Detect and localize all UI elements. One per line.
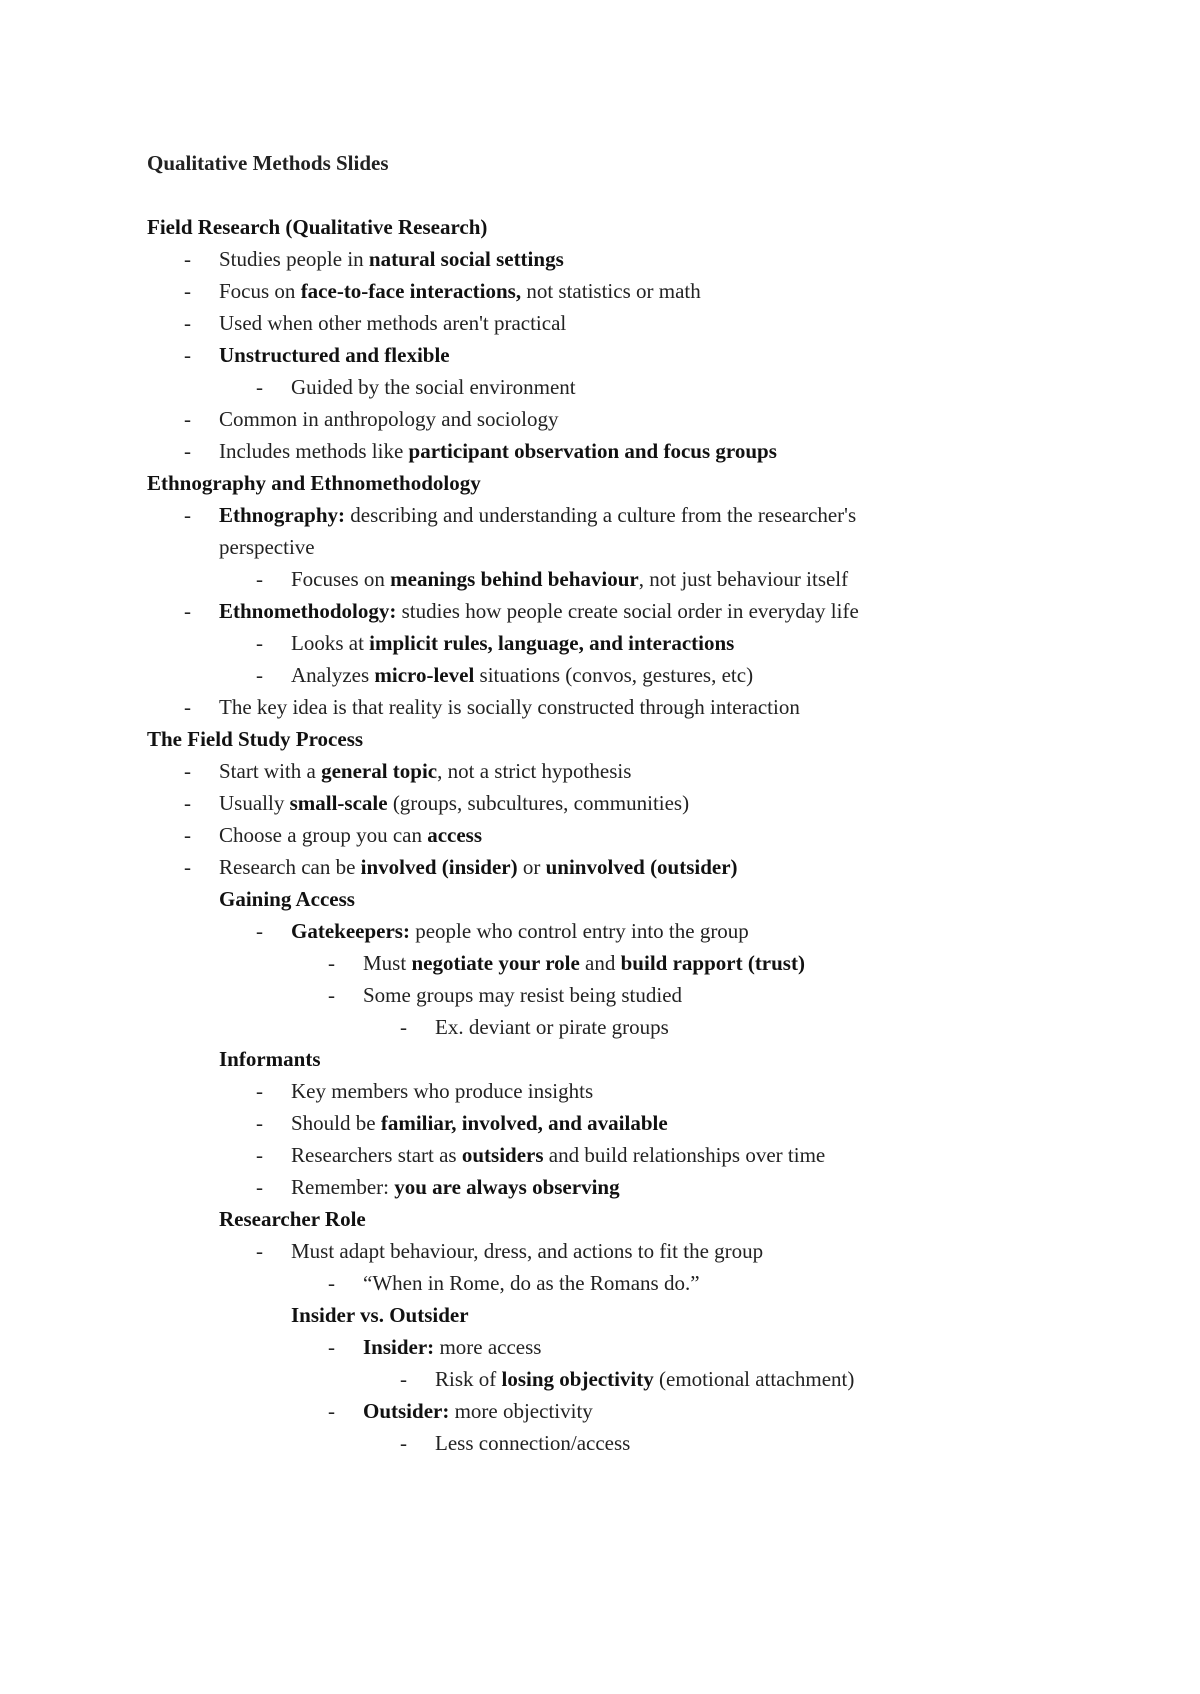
bullet-item (147, 691, 1047, 723)
bullet-dash: - (256, 1111, 263, 1135)
line-text (147, 243, 1047, 275)
section-heading (147, 467, 1047, 499)
line-text (147, 883, 1047, 915)
bullet-item (147, 1075, 1047, 1107)
line-text (147, 595, 1047, 627)
line-text (147, 339, 1047, 371)
bold-text: implicit rules, language, and interactions (369, 631, 735, 655)
bullet-dash: - (184, 695, 191, 719)
section-heading (147, 211, 1047, 243)
bullet-dash: - (184, 311, 191, 335)
line-text (147, 1075, 1047, 1107)
text-run: Analyzes (291, 663, 375, 687)
bullet-item (147, 851, 1047, 883)
line-text (147, 403, 1047, 435)
bullet-dash: - (256, 919, 263, 943)
section-heading (147, 1203, 1047, 1235)
text-run: Ex. deviant or pirate groups (435, 1015, 669, 1039)
line-text (147, 211, 1047, 243)
bullet-continuation (147, 531, 1047, 563)
bullet-dash: - (184, 503, 191, 527)
bullet-dash: - (328, 983, 335, 1007)
bold-text: The Field Study Process (147, 727, 364, 751)
line-text (147, 1395, 1047, 1427)
line-text (147, 1011, 1047, 1043)
bold-text: Unstructured and flexible (219, 343, 450, 367)
bold-text: Insider vs. Outsider (291, 1303, 469, 1327)
bullet-item (147, 1363, 1047, 1395)
bold-text: Field Research (Qualitative Research) (147, 215, 488, 239)
bold-text: general topic (321, 759, 438, 783)
bullet-item (147, 403, 1047, 435)
bold-text: involved (insider) (360, 855, 518, 879)
bullet-item (147, 339, 1047, 371)
line-text (147, 723, 1047, 755)
bullet-dash: - (256, 567, 263, 591)
notes-outline (147, 211, 1047, 1459)
bold-text: negotiate your role (411, 951, 580, 975)
bullet-dash: - (328, 1399, 335, 1423)
bullet-item (147, 915, 1047, 947)
text-run: Must (363, 951, 412, 975)
bold-text: micro-level (374, 663, 475, 687)
bullet-dash: - (184, 247, 191, 271)
bullet-item (147, 1011, 1047, 1043)
bullet-item (147, 307, 1047, 339)
bullet-dash: - (184, 759, 191, 783)
line-text (147, 979, 1047, 1011)
bullet-item (147, 659, 1047, 691)
text-run: Some groups may resist being studied (363, 983, 683, 1007)
line-text (147, 659, 1047, 691)
line-text (147, 1171, 1047, 1203)
bullet-item (147, 1107, 1047, 1139)
bold-text: Insider: (363, 1335, 435, 1359)
bullet-item (147, 755, 1047, 787)
bold-text: Gatekeepers: (291, 919, 410, 943)
line-text (147, 851, 1047, 883)
line-text (147, 915, 1047, 947)
bullet-item (147, 1139, 1047, 1171)
text-run: “When in Rome, do as the Romans do.” (363, 1271, 700, 1295)
bullet-item (147, 787, 1047, 819)
text-run: Common in anthropology and sociology (219, 407, 559, 431)
text-run: Risk of (435, 1367, 502, 1391)
section-heading (147, 1299, 1047, 1331)
text-run: Choose a group you can (219, 823, 428, 847)
bold-text: small-scale (289, 791, 388, 815)
text-run: not statistics or math (521, 279, 701, 303)
text-run: and (579, 951, 621, 975)
bold-text: Informants (219, 1047, 321, 1071)
bullet-item (147, 1235, 1047, 1267)
bullet-dash: - (328, 1335, 335, 1359)
bold-text: natural social settings (368, 247, 564, 271)
line-text (147, 1427, 1047, 1459)
line-text (147, 1203, 1047, 1235)
bullet-item (147, 1395, 1047, 1427)
title-spacer (147, 179, 1047, 211)
text-run: Research can be (219, 855, 361, 879)
bullet-item (147, 1171, 1047, 1203)
line-text (147, 1267, 1047, 1299)
document-body (147, 147, 1047, 1459)
section-heading (147, 723, 1047, 755)
bullet-dash: - (184, 599, 191, 623)
text-run: Must adapt behaviour, dress, and actions to fit the group (291, 1239, 764, 1263)
bold-text: familiar, involved, and available (380, 1111, 668, 1135)
text-run: Focus on (219, 279, 301, 303)
line-text (147, 627, 1047, 659)
bullet-dash: - (184, 343, 191, 367)
line-text (147, 563, 1047, 595)
bold-text: participant observation and focus groups (408, 439, 777, 463)
text-run: Key members who produce insights (291, 1079, 594, 1103)
text-run: describing and understanding a culture from the researcher's (345, 503, 857, 527)
text-run: Less connection/access (435, 1431, 631, 1455)
text-run: Researchers start as (291, 1143, 462, 1167)
text-run: Should be (291, 1111, 381, 1135)
text-run: Looks at (291, 631, 370, 655)
bullet-item (147, 499, 1047, 531)
document-title: Qualitative Methods Slides (147, 151, 389, 175)
text-run: Studies people in (219, 247, 369, 271)
bullet-item (147, 947, 1047, 979)
line-text (147, 499, 1047, 531)
bullet-dash: - (256, 1239, 263, 1263)
text-run: Used when other methods aren't practical (219, 311, 567, 335)
bold-text: build rapport (trust) (620, 951, 805, 975)
line-text (147, 755, 1047, 787)
bold-text: Ethnography and Ethnomethodology (147, 471, 481, 495)
bullet-item (147, 1267, 1047, 1299)
text-run: Remember: (291, 1175, 395, 1199)
bullet-item (147, 1427, 1047, 1459)
text-run: (emotional attachment) (653, 1367, 855, 1391)
bullet-dash: - (184, 791, 191, 815)
line-text (147, 1043, 1047, 1075)
bullet-dash: - (400, 1431, 407, 1455)
bullet-item (147, 275, 1047, 307)
text-run: The key idea is that reality is socially constructed through interaction (219, 695, 800, 719)
text-run: and build relationships over time (543, 1143, 826, 1167)
text-run: more access (434, 1335, 542, 1359)
text-run: Usually (219, 791, 290, 815)
text-run: Includes methods like (219, 439, 409, 463)
line-text (147, 1139, 1047, 1171)
text-run: or (517, 855, 546, 879)
line-text (147, 275, 1047, 307)
section-heading (147, 1043, 1047, 1075)
text-run: (groups, subcultures, communities) (387, 791, 690, 815)
bullet-dash: - (184, 407, 191, 431)
line-text (147, 1235, 1047, 1267)
bullet-dash: - (400, 1015, 407, 1039)
bullet-dash: - (328, 951, 335, 975)
bullet-dash: - (256, 1079, 263, 1103)
text-run: more objectivity (449, 1399, 593, 1423)
text-run: Focuses on (291, 567, 391, 591)
bold-text: Ethnography: (219, 503, 346, 527)
bold-text: Gaining Access (219, 887, 355, 911)
line-text (147, 531, 1047, 563)
bold-text: Outsider: (363, 1399, 450, 1423)
line-text (147, 435, 1047, 467)
text-run: Guided by the social environment (291, 375, 576, 399)
text-run: situations (convos, gestures, etc) (474, 663, 754, 687)
line-text (147, 467, 1047, 499)
bullet-dash: - (328, 1271, 335, 1295)
line-text (147, 1107, 1047, 1139)
bullet-item (147, 979, 1047, 1011)
bullet-item (147, 435, 1047, 467)
bullet-item (147, 627, 1047, 659)
line-text (147, 371, 1047, 403)
bold-text: Researcher Role (219, 1207, 366, 1231)
bold-text: outsiders (461, 1143, 544, 1167)
bold-text: uninvolved (outsider) (545, 855, 738, 879)
bullet-item (147, 243, 1047, 275)
bullet-dash: - (256, 663, 263, 687)
bullet-item (147, 563, 1047, 595)
bullet-dash: - (256, 375, 263, 399)
line-text (147, 1299, 1047, 1331)
line-text (147, 947, 1047, 979)
bold-text: you are always observing (394, 1175, 620, 1199)
line-text (147, 1331, 1047, 1363)
bullet-dash: - (184, 823, 191, 847)
bold-text: losing objectivity (501, 1367, 654, 1391)
line-text (147, 787, 1047, 819)
bold-text: face-to-face interactions, (300, 279, 522, 303)
bold-text: Ethnomethodology: (219, 599, 397, 623)
line-text (147, 1363, 1047, 1395)
line-text (147, 691, 1047, 723)
text-run: Start with a (219, 759, 322, 783)
text-run: , not a strict hypothesis (437, 759, 632, 783)
bullet-dash: - (256, 631, 263, 655)
bullet-item (147, 595, 1047, 627)
text-run: perspective (219, 535, 315, 559)
bullet-item (147, 371, 1047, 403)
bullet-dash: - (400, 1367, 407, 1391)
bullet-dash: - (184, 855, 191, 879)
bold-text: access (427, 823, 483, 847)
text-run: studies how people create social order in everyday life (396, 599, 859, 623)
text-run: , not just behaviour itself (638, 567, 849, 591)
bullet-dash: - (256, 1175, 263, 1199)
bullet-dash: - (184, 439, 191, 463)
text-run: people who control entry into the group (409, 919, 749, 943)
bullet-dash: - (184, 279, 191, 303)
line-text (147, 819, 1047, 851)
bullet-item (147, 1331, 1047, 1363)
bold-text: meanings behind behaviour (390, 567, 639, 591)
line-text (147, 307, 1047, 339)
bullet-item (147, 819, 1047, 851)
section-heading (147, 883, 1047, 915)
bullet-dash: - (256, 1143, 263, 1167)
